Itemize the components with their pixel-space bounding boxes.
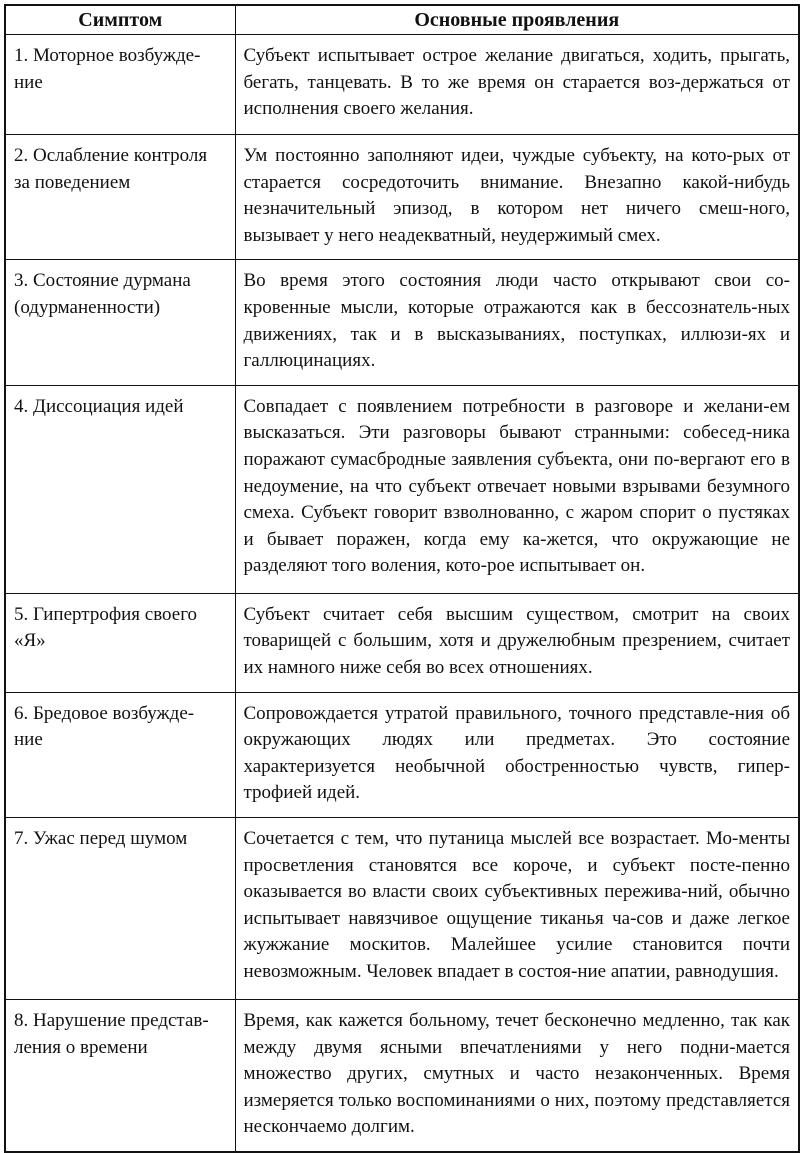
table-row: [5, 999, 799, 1151]
header-manifestations: Основные проявления: [235, 5, 799, 35]
symptom-cell: 6. Бредовое возбужде- ние: [5, 692, 235, 817]
table-row: [5, 260, 799, 385]
table-row: [5, 817, 799, 999]
table-row: [5, 692, 799, 817]
symptom-cell: 5. Гипертрофия своего «Я»: [5, 593, 235, 692]
description-cell: Сочетается с тем, что путаница мыслей все возрастает. Мо-менты просветления становятся все короче, и субъект посте-пенно оказывается во власти своих субъективных пережива-ний, обычно испытывает навязчивое ощущение тиканья ча-сов и даже легкое жужжание москитов. Малейшее усилие становится почти невозможным. Человек впадает в состоя-ние апатии, равнодушия.: [235, 817, 799, 999]
header-row: [5, 5, 799, 35]
header-symptom: Симптом: [5, 5, 235, 35]
table-header: [5, 5, 799, 35]
description-cell: Ум постоянно заполняют идеи, чуждые субъекту, на кото-рых от старается сосредоточить внимание. Внезапно какой-нибудь незначительный эпизод, в котором нет ничего смеш-ного, вызывает у него неадекватный, неудержимый смех.: [235, 135, 799, 260]
table-row: [5, 593, 799, 692]
table-body: [5, 35, 799, 1152]
symptom-cell: 7. Ужас перед шумом: [5, 817, 235, 999]
table-row: [5, 385, 799, 593]
description-cell: Во время этого состояния люди часто открывают свои со-кровенные мысли, которые отражаются как в бессознатель-ных движениях, так и в высказываниях, поступках, иллюзи-ях и галлюцинациях.: [235, 260, 799, 385]
description-cell: Субъект считает себя высшим существом, смотрит на своих товарищей с большим, хотя и дружелюбным презрением, считает их намного ниже себя во всех отношениях.: [235, 593, 799, 692]
symptom-cell: 8. Нарушение представ- ления о времени: [5, 999, 235, 1151]
symptom-cell: 2. Ослабление контроля за поведением: [5, 135, 235, 260]
description-cell: Субъект испытывает острое желание двигаться, ходить, прыгать, бегать, танцевать. В то же время он старается воз-держаться от исполнения своего желания.: [235, 35, 799, 135]
description-cell: Совпадает с появлением потребности в разговоре и желани-ем высказаться. Эти разговоры бывают странными: собесед-ника поражают сумасбродные заявления субъекта, они по-вергают его в недоумение, на что субъект отвечает новыми взрывами безумного смеха. Субъект говорит взволнованно, с жаром спорит о пустяках и бывает поражен, когда ему ка-жется, что окружающие не разделяют того воления, кото-рое испытывает он.: [235, 385, 799, 593]
table-row: [5, 35, 799, 135]
description-cell: Сопровождается утратой правильного, точного представле-ния об окружающих людях или предметах. Это состояние характеризуется необычной обостренностью чувств, гипер-трофией идей.: [235, 692, 799, 817]
symptom-cell: 1. Моторное возбужде- ние: [5, 35, 235, 135]
symptom-cell: 3. Состояние дурмана (одурманенности): [5, 260, 235, 385]
symptom-cell: 4. Диссоциация идей: [5, 385, 235, 593]
symptoms-table: [4, 4, 800, 1153]
description-cell: Время, как кажется больному, течет бесконечно медленно, так как между двумя ясными впечатлениями у него подни-мается множество других, смутных и часто незаконченных. Время измеряется только воспоминаниями о них, поэтому представляется нескончаемо долгим.: [235, 999, 799, 1151]
table-row: [5, 135, 799, 260]
